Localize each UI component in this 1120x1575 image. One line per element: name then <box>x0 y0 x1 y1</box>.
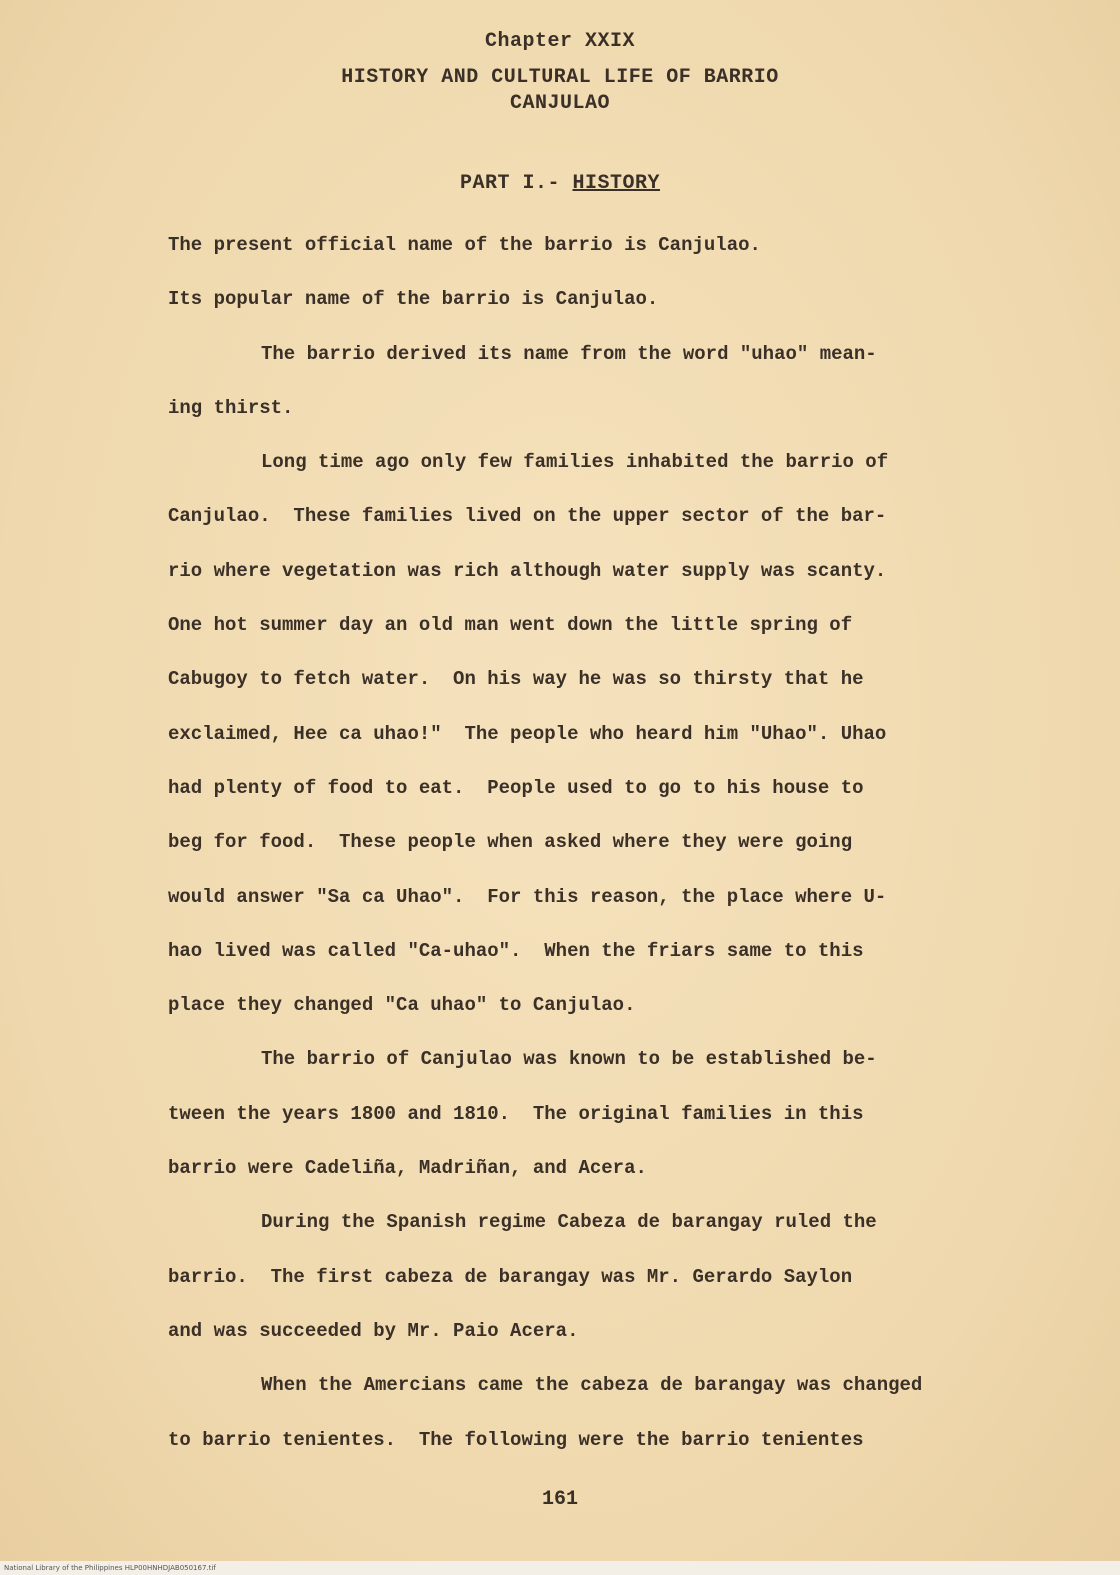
text-line: ing thirst. <box>168 396 294 419</box>
text-line: The barrio derived its name from the word "uhao" mean- <box>261 342 877 365</box>
part-heading <box>0 172 1120 195</box>
text-line: tween the years 1800 and 1810. The original families in this <box>168 1102 864 1125</box>
text-line: barrio. The first cabeza de barangay was Mr. Gerardo Saylon <box>168 1265 853 1288</box>
text-line: Long time ago only few families inhabited the barrio of <box>261 451 889 474</box>
text-line: Cabugoy to fetch water. On his way he was so thirsty that he <box>168 668 864 691</box>
text-line: had plenty of food to eat. People used to go to his house to <box>168 776 864 799</box>
text-line: During the Spanish regime Cabeza de barangay ruled the <box>261 1211 877 1234</box>
text-line: exclaimed, Hee ca uhao!" The people who heard him "Uhao". Uhao <box>168 722 887 745</box>
page-number: 161 <box>541 1488 578 1511</box>
text-line: beg for food. These people when asked where they were going <box>168 831 853 854</box>
text-line: would answer "Sa ca Uhao". For this reason, the place where U- <box>168 885 887 908</box>
text-line: When the Amercians came the cabeza de barangay was changed <box>261 1374 923 1397</box>
text-line: rio where vegetation was rich although water supply was scanty. <box>168 559 887 582</box>
part-prefix: PART I.- <box>459 172 573 195</box>
text-line: barrio were Cadeliña, Madriñan, and Acera. <box>168 1157 647 1180</box>
text-line: Its popular name of the barrio is Canjulao. <box>168 288 659 311</box>
title-line-2: CANJULAO <box>509 92 610 115</box>
part-title: HISTORY <box>572 172 661 195</box>
body-text <box>168 218 1048 1467</box>
text-line: hao lived was called "Ca-uhao". When the friars same to this <box>168 939 864 962</box>
text-line: One hot summer day an old man went down the little spring of <box>168 614 853 637</box>
text-line: and was succeeded by Mr. Paio Acera. <box>168 1319 579 1342</box>
text-line: The barrio of Canjulao was known to be established be- <box>261 1048 877 1071</box>
archive-footer: National Library of the Philippines HLP00HNHDJAB050167.tif <box>0 1561 1120 1575</box>
text-line: to barrio tenientes. The following were the barrio tenientes <box>168 1428 864 1451</box>
title-line-1: HISTORY AND CULTURAL LIFE OF BARRIO <box>341 66 779 89</box>
text-line: Canjulao. These families lived on the upper sector of the bar- <box>168 505 887 528</box>
chapter-heading: Chapter XXIX <box>484 30 636 53</box>
text-line: place they changed "Ca uhao" to Canjulao. <box>168 994 636 1017</box>
text-line: The present official name of the barrio is Canjulao. <box>168 234 761 256</box>
